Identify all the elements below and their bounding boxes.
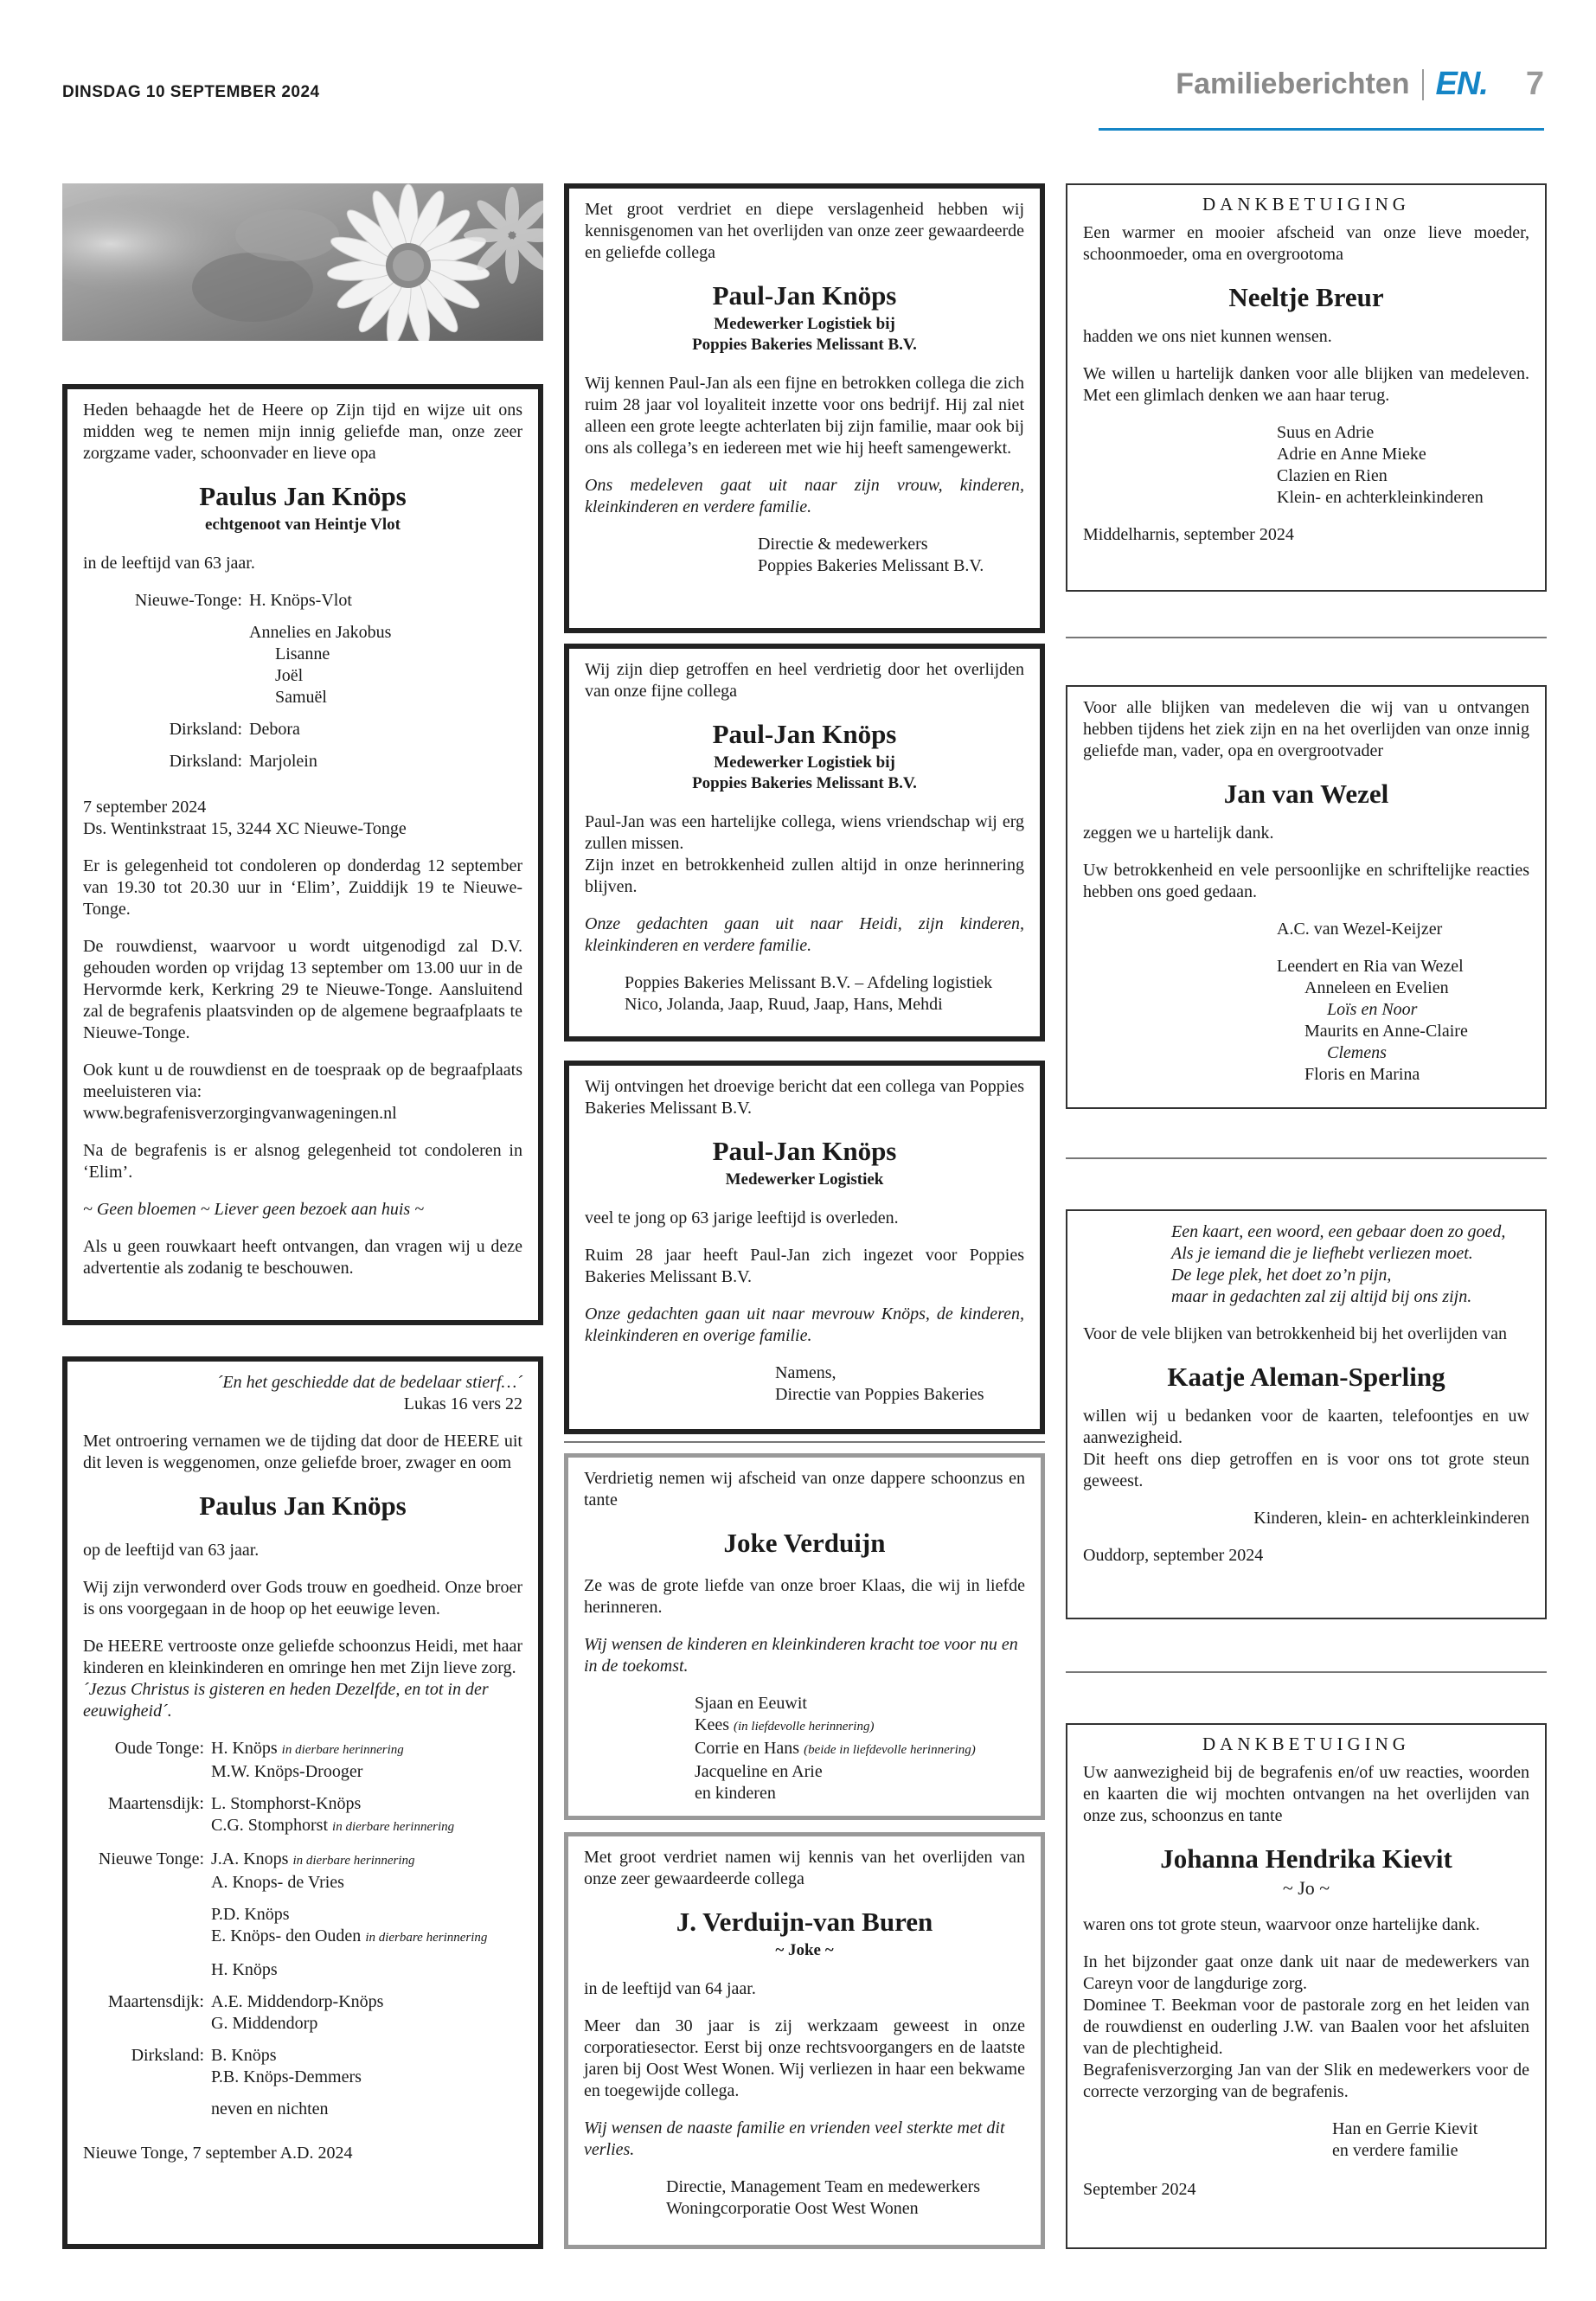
notice-text: waren ons tot grote steun, waarvoor onze hartelijke dank. [1083, 1915, 1480, 1934]
mourning-card-note: Als u geen rouwkaart heeft ontvangen, dan vragen wij u deze advertentie als zodanig te beschouwen. [83, 1237, 522, 1278]
after-funeral-info: Na de begrafenis is er alsnog gelegenheid tot condoleren in ‘Elim’. [83, 1141, 522, 1182]
signatory: Anneleen en Evelien [1304, 978, 1449, 997]
notice-intro: Heden behaagde het de Heere op Zijn tijd en wijze uit ons midden weg te nemen mijn innig geliefde man, onze zeer zorgzame vader, schoonvader en lieve opa [83, 401, 522, 463]
deceased-age: in de leeftijd van 64 jaar. [584, 1979, 756, 1998]
livestream-info: Ook kunt u de rouwdienst en de toespraak op de begraafplaats meeluisteren via: [83, 1061, 522, 1101]
poem-line: De lege plek, het doet zo’n pijn, [1171, 1266, 1392, 1285]
memory-note: in dierbare herinnering [292, 1854, 415, 1868]
scripture-quote: ´Jezus Christus is gisteren en heden Dezelfde, en tot in der eeuwigheid´. [83, 1680, 489, 1721]
signatory: Clemens [1327, 1043, 1387, 1062]
notice-text: Wij zijn verwonderd over Gods trouw en goedheid. Onze broer is ons voorgegaan in de hoop op het eeuwige leven. [83, 1578, 522, 1618]
death-notice-paulus-family [62, 384, 543, 1325]
column-divider [1066, 637, 1547, 638]
deceased-subtitle: echtgenoot van Heintje Vlot [204, 516, 401, 534]
family-row [83, 2099, 522, 2120]
place-label: Nieuwe-Tonge: [134, 591, 242, 610]
family-member: Samuël [275, 688, 327, 707]
colleague-notice-poppies-directie [564, 183, 1045, 633]
notice-text: Ruim 28 jaar heeft Paul-Jan zich ingezet voor Poppies Bakeries Melissant B.V. [585, 1246, 1024, 1286]
deceased-name: Paul-Jan Knöps [712, 280, 897, 311]
bible-reference: Lukas 16 vers 22 [403, 1394, 522, 1413]
family-member: L. Stomphorst-Knöps [211, 1794, 362, 1813]
signatory: Loïs en Noor [1327, 1000, 1418, 1019]
notice-text: Wij kennen Paul-Jan als een fijne en betrokken collega die zich ruim 28 jaar vol loyaliteit inzette voor ons bedrijf. Hij zal niet alleen een grote leegte achterlaten bij zijn familie, maar ook bij ons als collega’s en iedereen met wie hij heeft samengewerkt. [585, 374, 1024, 458]
signatory: Clazien en Rien [1277, 466, 1388, 485]
signatory: Corrie en Hans [695, 1739, 800, 1758]
sympathy-text: Onze gedachten gaan uit naar mevrouw Knöps, de kinderen, kleinkinderen en overige familie. [585, 1304, 1024, 1345]
thanks-notice-kaatje [1066, 1209, 1547, 1619]
family-row [83, 2045, 522, 2067]
signatory: Jacqueline en Arie [695, 1762, 823, 1781]
family-member: M.W. Knöps-Drooger [211, 1762, 363, 1781]
family-member: H. Knöps [211, 1739, 278, 1758]
column-divider [1066, 1157, 1547, 1159]
colleague-notice-oost-west-wonen [564, 1832, 1045, 2249]
deceased-name: Kaatje Aleman-Sperling [1167, 1362, 1445, 1392]
thanks-notice-jan-van-wezel [1066, 685, 1547, 1109]
notice-text: Begrafenisverzorging Jan van der Slik en medewerkers voor de correcte verzorging van de begrafenis. [1083, 2061, 1529, 2101]
family-row [83, 719, 522, 740]
colleague-notice-poppies-namens [564, 1061, 1045, 1434]
family-row [83, 1991, 522, 2013]
family-row [83, 1926, 522, 1949]
deceased-name: Paulus Jan Knöps [199, 481, 407, 511]
signatory: en verdere familie [1332, 2141, 1458, 2160]
notice-intro: Voor de vele blijken van betrokkenheid bij het overlijden van [1083, 1324, 1508, 1343]
notice-date: 7 september 2024 [83, 798, 207, 817]
notice-intro: Een warmer en mooier afscheid van onze lieve moeder, schoonmoeder, oma en overgrootoma [1083, 223, 1529, 264]
family-member: B. Knöps [211, 2046, 277, 2065]
no-flowers-note: ~ Geen bloemen ~ Liever geen bezoek aan huis ~ [83, 1200, 425, 1219]
notice-text: zeggen we u hartelijk dank. [1083, 824, 1274, 843]
sympathy-text: Wij wensen de kinderen en kleinkinderen kracht toe voor nu en in de toekomst. [584, 1635, 1018, 1676]
funeral-info: De rouwdienst, waarvoor u wordt uitgenodigd zal D.V. gehouden worden op vrijdag 13 september om 13.00 uur in de Hervormde kerk, Kerkring 29 te Nieuwe-Tonge. Aansluitend zal de begrafenis plaatsvinden op de algemene begraafplaats te Nieuwe-Tonge. [83, 937, 522, 1042]
deceased-age: in de leeftijd van 63 jaar. [83, 554, 255, 573]
family-member: G. Middendorp [211, 2014, 318, 2033]
signatory: Floris en Marina [1304, 1065, 1420, 1084]
masthead [1176, 66, 1544, 103]
family-member: J.A. Knops [211, 1849, 289, 1868]
thanks-notice-neeltje [1066, 183, 1547, 592]
family-row [83, 644, 522, 665]
nickname: ~ Joke ~ [775, 1941, 834, 1959]
family-member: A. Knops- de Vries [211, 1873, 344, 1892]
deceased-name: Neeltje Breur [1228, 282, 1384, 312]
family-row [83, 751, 522, 772]
notice-text: Ze was de grote liefde van onze broer Klaas, die wij in liefde herinneren. [584, 1576, 1025, 1617]
signatory: en kinderen [695, 1784, 776, 1803]
livestream-link[interactable]: www.begrafenisverzorgingvanwageningen.nl [83, 1104, 397, 1123]
place-label: Dirksland: [169, 720, 242, 739]
notice-footer: September 2024 [1083, 2180, 1196, 2199]
signatory: Poppies Bakeries Melissant B.V. – Afdeling logistiek [625, 973, 993, 992]
signatory: Sjaan en Eeuwit [695, 1694, 807, 1713]
notice-text: Meer dan 30 jaar is zij werkzaam geweest in onze corporatiesector. Eerst bij onze rechtsvoorgangers en de laatste jaren bij Oost West Wonen. Wij verliezen in haar een bekwame en toegewijde collega. [584, 2016, 1025, 2100]
family-member: Marjolein [249, 752, 317, 771]
signatory: Kees [695, 1715, 729, 1734]
notice-text: Dominee T. Beekman voor de pastorale zorg en het leiden van de rouwdienst en ouderling J.W. van Baalen voor het afsluiten van de plechtigheid. [1083, 1996, 1529, 2058]
deceased-name: Jan van Wezel [1223, 779, 1389, 809]
deceased-name: Paulus Jan Knöps [199, 1490, 407, 1521]
section-title: Familieberichten [1176, 67, 1410, 100]
signatory: Maurits en Anne-Claire [1304, 1022, 1468, 1041]
family-list [83, 1738, 522, 2120]
deceased-name: Paul-Jan Knöps [712, 1136, 897, 1166]
family-row [83, 1793, 522, 1815]
signatory: Directie, Management Team en medewerkers [666, 2177, 981, 2196]
notice-intro: Wij ontvingen het droevige bericht dat een collega van Poppies Bakeries Melissant B.V. [585, 1077, 1024, 1118]
signatory: Directie van Poppies Bakeries [775, 1385, 984, 1404]
family-row [83, 590, 522, 612]
notice-footer: Ouddorp, september 2024 [1083, 1546, 1264, 1565]
notice-text: veel te jong op 63 jarige leeftijd is overleden. [585, 1208, 899, 1227]
signatory: Suus en Adrie [1277, 423, 1375, 442]
signatory: Namens, [775, 1363, 836, 1382]
family-row [83, 1849, 522, 1872]
column-divider [564, 1441, 1045, 1443]
job-title: Medewerker Logistiek bij [714, 315, 895, 333]
family-row [83, 1959, 522, 1981]
family-member: A.E. Middendorp-Knöps [211, 1992, 384, 2011]
family-member: H. Knöps [211, 1960, 278, 1979]
notice-text: We willen u hartelijk danken voor alle blijken van medeleven. Met een glimlach denken we aan haar terug. [1083, 364, 1529, 405]
family-row [83, 622, 522, 644]
condolence-info: Er is gelegenheid tot condoleren op donderdag 12 september van 19.30 tot 20.30 uur in ‘Elim’, Zuiddijk 19 te Nieuwe-Tonge. [83, 856, 522, 919]
thanks-notice-johanna [1066, 1723, 1547, 2249]
daisy-photo-graphic [62, 183, 543, 341]
notice-footer: Middelharnis, september 2024 [1083, 525, 1294, 544]
memory-note: in dierbare herinnering [332, 1820, 455, 1834]
nickname: ~ Jo ~ [1282, 1877, 1330, 1899]
signatory-row [695, 1738, 1025, 1761]
place-label: Dirksland: [169, 752, 242, 771]
newspaper-logo: EN. [1435, 66, 1488, 102]
signatory: Poppies Bakeries Melissant B.V. [758, 556, 984, 575]
family-member: Lisanne [275, 644, 330, 663]
family-row [83, 2067, 522, 2088]
notice-text: In het bijzonder gaat onze dank uit naar de medewerkers van Careyn voor de langdurige zorg. [1083, 1952, 1529, 1993]
family-member: P.D. Knöps [211, 1905, 290, 1924]
poem-line: Een kaart, een woord, een gebaar doen zo goed, [1171, 1222, 1506, 1241]
notice-intro: Wij zijn diep getroffen en heel verdrietig door het overlijden van onze fijne collega [585, 660, 1024, 701]
memory-note: (beide in liefdevolle herinnering) [804, 1743, 976, 1757]
employer: Poppies Bakeries Melissant B.V. [692, 336, 917, 354]
family-row [83, 2013, 522, 2035]
family-member: C.G. Stomphorst [211, 1816, 329, 1835]
notice-text: De HEERE vertrooste onze geliefde schoonzus Heidi, met haar kinderen en kleinkinderen en omringe hen met Zijn lieve zorg. [83, 1637, 522, 1677]
family-member: Joël [275, 666, 304, 685]
notice-text: willen wij u bedanken voor de kaarten, telefoontjes en uw aanwezigheid. [1083, 1407, 1529, 1447]
notice-footer: Nieuwe Tonge, 7 september A.D. 2024 [83, 2144, 353, 2163]
family-row [83, 687, 522, 708]
masthead-divider [1422, 69, 1424, 100]
signatory: A.C. van Wezel-Keijzer [1277, 920, 1443, 939]
family-row [83, 1815, 522, 1838]
family-row [83, 1761, 522, 1783]
family-member: E. Knöps- den Ouden [211, 1926, 362, 1945]
family-member: P.B. Knöps-Demmers [211, 2067, 362, 2086]
signatory: Han en Gerrie Kievit [1332, 2119, 1478, 2138]
family-member: H. Knöps-Vlot [249, 591, 352, 610]
family-row [83, 1738, 522, 1761]
job-title: Medewerker Logistiek [725, 1170, 884, 1189]
family-member: neven en nichten [211, 2099, 329, 2118]
place-label: Maartensdijk: [107, 1794, 204, 1813]
column-divider [1066, 1671, 1547, 1673]
place-label: Oude Tonge: [114, 1739, 204, 1758]
signatory: Leendert en Ria van Wezel [1277, 957, 1464, 976]
family-row [83, 1872, 522, 1894]
poem-line: maar in gedachten zal zij altijd bij ons zijn. [1171, 1287, 1472, 1306]
notice-text: Zijn inzet en betrokkenheid zullen altijd in onze herinnering blijven. [585, 856, 1024, 896]
notice-text: hadden we ons niet kunnen wensen. [1083, 327, 1332, 346]
notice-text: Dit heeft ons diep getroffen en is voor ons tot grote steun geweest. [1083, 1450, 1529, 1490]
notice-heading: DANKBETUIGING [1202, 194, 1410, 215]
family-member: Debora [249, 720, 300, 739]
sympathy-text: Wij wensen de naaste familie en vrienden veel sterkte met dit verlies. [584, 2118, 1005, 2159]
signatory: Woningcorporatie Oost West Wonen [666, 2199, 919, 2218]
signatory: Kinderen, klein- en achterkleinkinderen [1253, 1509, 1529, 1528]
signatory-row [695, 1715, 1025, 1738]
notice-intro: Met ontroering vernamen we de tijding dat door de HEERE uit dit leven is weggenomen, onze geliefde broer, zwager en oom [83, 1432, 522, 1472]
notice-text: Paul-Jan was een hartelijke collega, wiens vriendschap wij erg zullen missen. [585, 812, 1024, 853]
page-number: 7 [1525, 66, 1544, 102]
memory-note: (in liefdevolle herinnering) [733, 1720, 875, 1734]
signatory: Nico, Jolanda, Jaap, Ruud, Jaap, Hans, Mehdi [625, 995, 943, 1014]
job-title: Medewerker Logistiek bij [714, 753, 895, 772]
memory-note: in dierbare herinnering [281, 1743, 404, 1757]
bible-quote: ´En het geschiedde dat de bedelaar stierf…´ [216, 1373, 522, 1392]
death-notice-joke-family [564, 1453, 1045, 1820]
signatory: Adrie en Anne Mieke [1277, 445, 1426, 464]
family-member: Annelies en Jakobus [249, 623, 392, 642]
header-rule [1099, 128, 1544, 131]
death-notice-paulus-siblings [62, 1356, 543, 2249]
place-label: Maartensdijk: [107, 1992, 204, 2011]
poem-line: Als je iemand die je liefhebt verliezen moet. [1171, 1244, 1473, 1263]
place-label: Dirksland: [131, 2046, 204, 2065]
notice-text: Uw betrokkenheid en vele persoonlijke en schriftelijke reacties hebben ons goed gedaan. [1083, 861, 1529, 901]
signatory: Klein- en achterkleinkinderen [1277, 488, 1484, 507]
deceased-name: Joke Verduijn [723, 1528, 886, 1558]
family-list [83, 590, 522, 772]
colleague-notice-poppies-logistiek [564, 644, 1045, 1042]
deceased-name: J. Verduijn-van Buren [676, 1907, 933, 1937]
daisy-flower-photo [62, 183, 543, 341]
notice-heading: DANKBETUIGING [1202, 1734, 1410, 1754]
deceased-age: op de leeftijd van 63 jaar. [83, 1541, 260, 1560]
notice-intro: Met groot verdriet en diepe verslagenheid hebben wij kennisgenomen van het overlijden van onze zeer gewaardeerde en geliefde collega [585, 200, 1024, 262]
deceased-name: Johanna Hendrika Kievit [1160, 1843, 1452, 1874]
signatory: Directie & medewerkers [758, 535, 928, 554]
employer: Poppies Bakeries Melissant B.V. [692, 774, 917, 792]
family-row [83, 1904, 522, 1926]
notice-intro: Met groot verdriet namen wij kennis van het overlijden van onze zeer gewaardeerde collega [584, 1848, 1025, 1888]
notice-intro: Uw aanwezigheid bij de begrafenis en/of uw reacties, woorden en kaarten die wij mochten ontvangen na het overlijden van onze zus, schoonzus en tante [1083, 1763, 1529, 1825]
notice-address: Ds. Wentinkstraat 15, 3244 XC Nieuwe-Tonge [83, 819, 407, 838]
sympathy-text: Ons medeleven gaat uit naar zijn vrouw, kinderen, kleinkinderen en verdere familie. [585, 476, 1024, 516]
notice-intro: Voor alle blijken van medeleven die wij van u ontvangen hebben tijdens het ziek zijn en na het overlijden van onze innig geliefde man, vader, opa en overgrootvader [1083, 698, 1529, 760]
sympathy-text: Onze gedachten gaan uit naar Heidi, zijn kinderen, kleinkinderen en verdere familie. [585, 914, 1024, 955]
notice-intro: Verdrietig nemen wij afscheid van onze dappere schoonzus en tante [584, 1469, 1025, 1509]
memory-note: in dierbare herinnering [365, 1931, 488, 1945]
deceased-name: Paul-Jan Knöps [712, 719, 897, 749]
place-label: Nieuwe Tonge: [98, 1849, 204, 1868]
family-row [83, 665, 522, 687]
newspaper-date: DINSDAG 10 SEPTEMBER 2024 [62, 83, 320, 101]
